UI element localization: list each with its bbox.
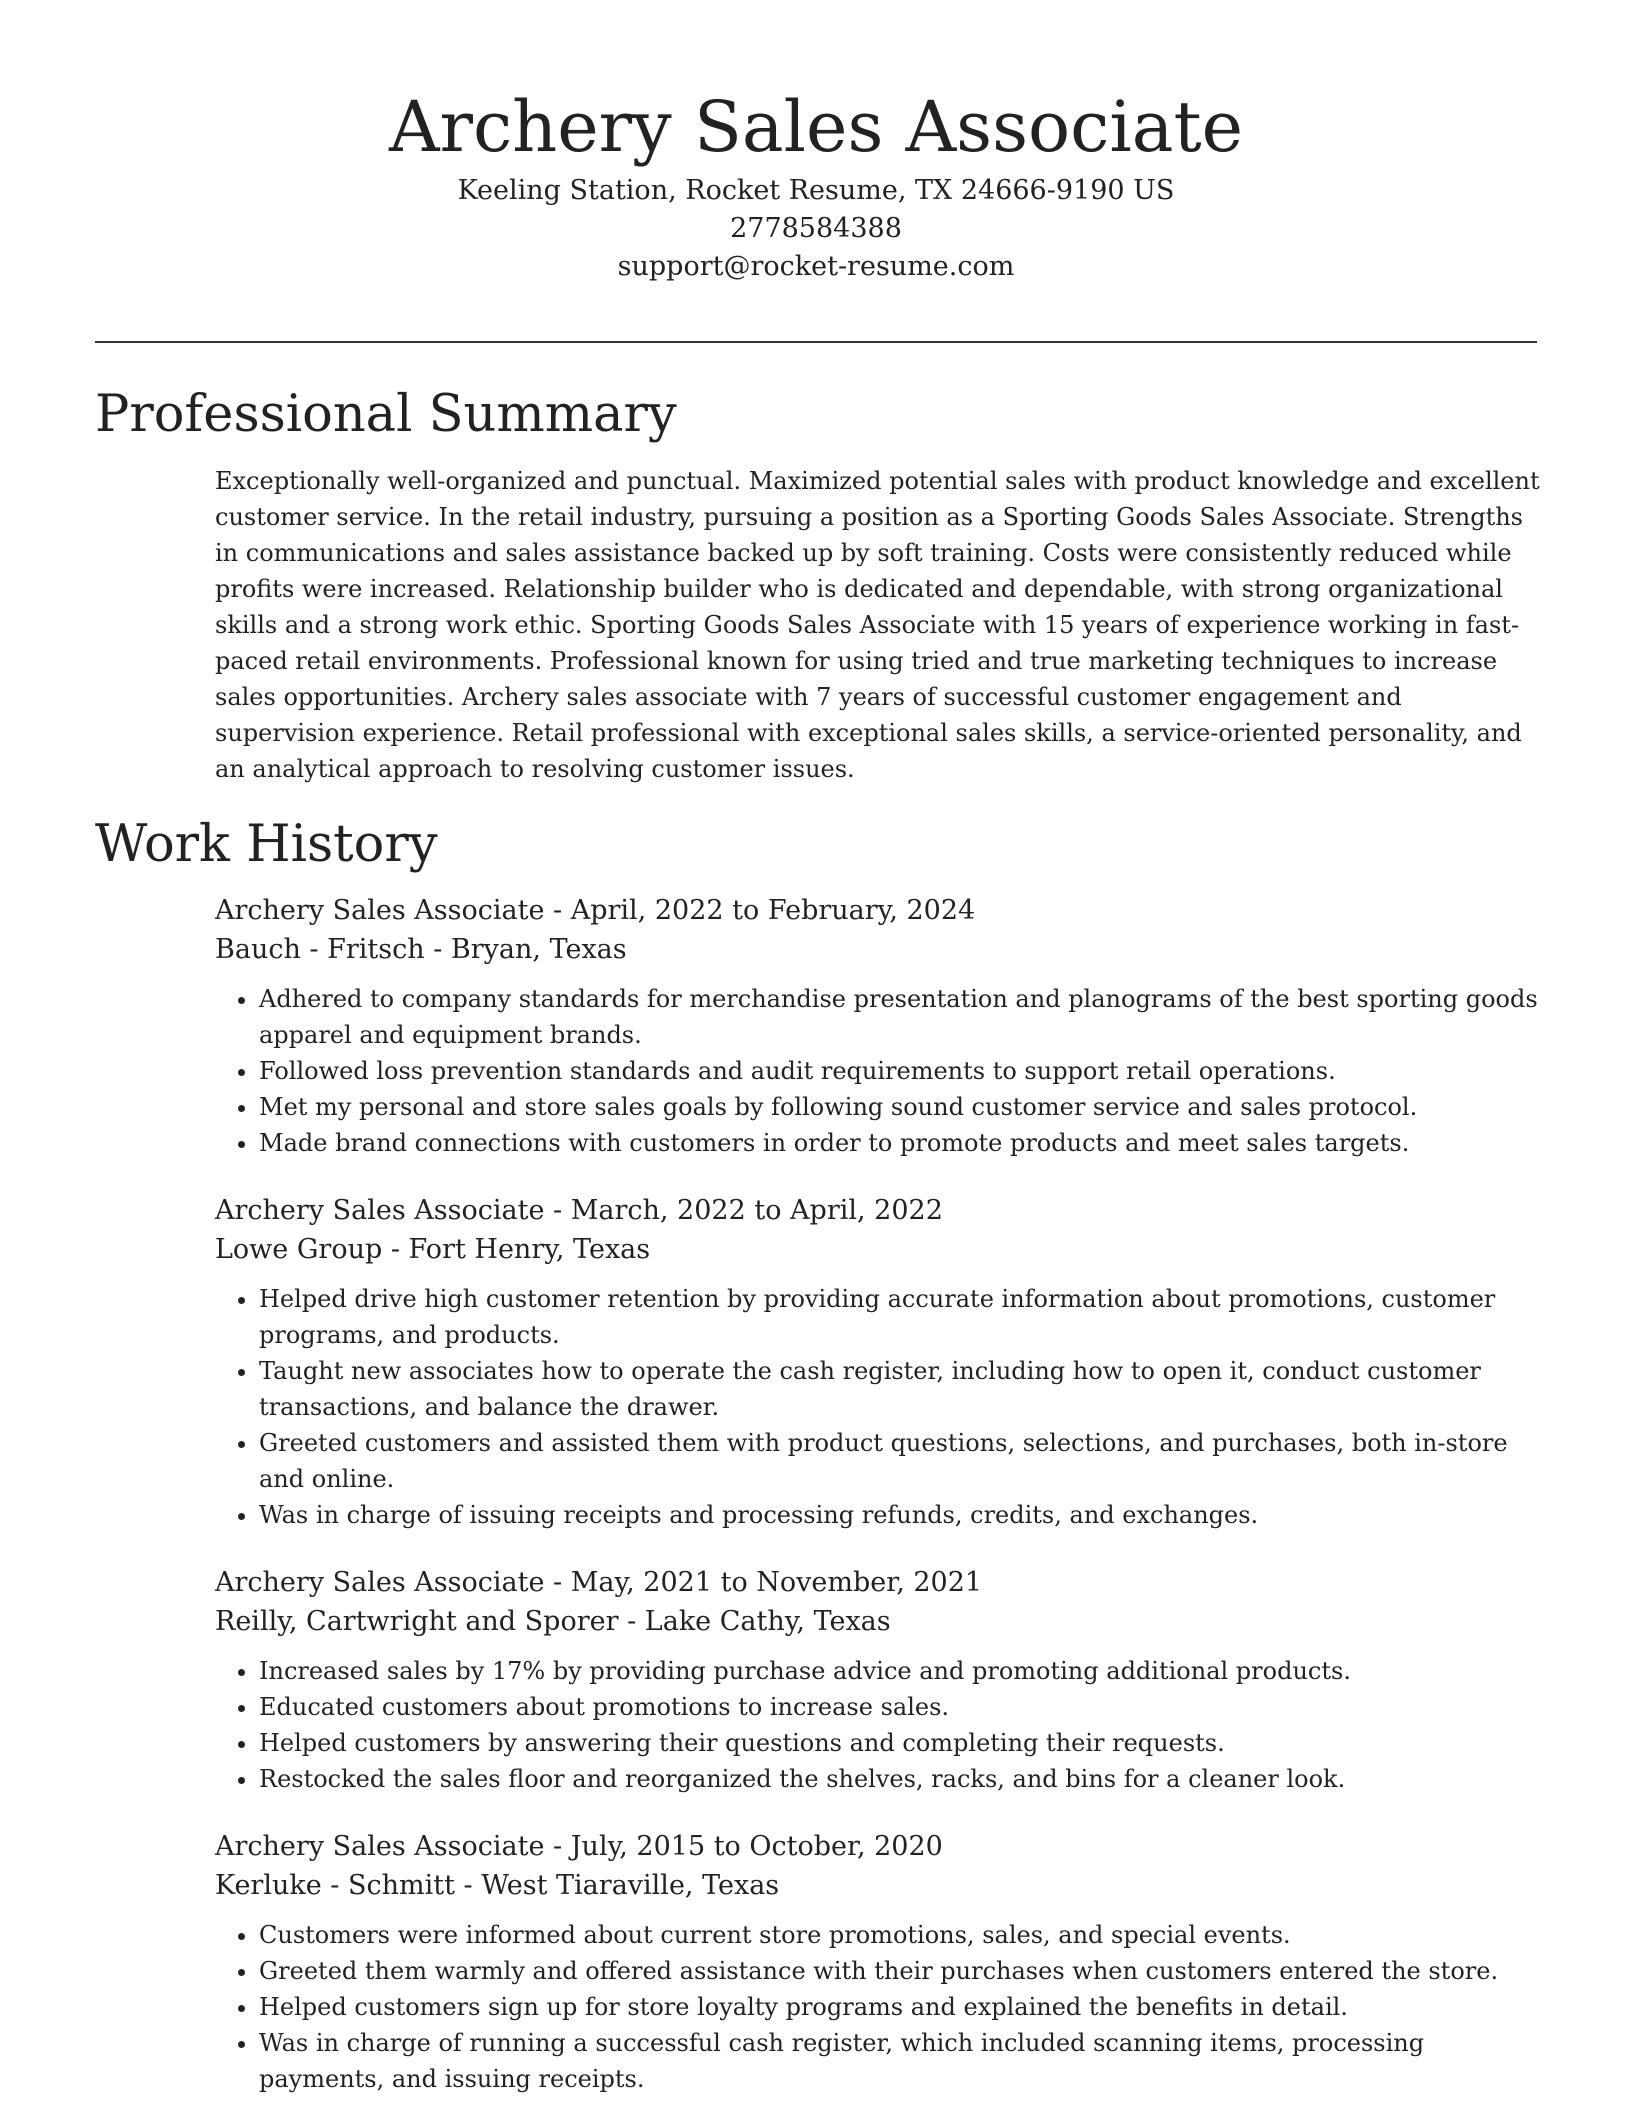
job-bullets (215, 1917, 1540, 2097)
job-role-line (215, 1563, 1540, 1602)
job-dates: - March, 2022 to April, 2022 (544, 1195, 943, 1226)
job-bullet: • Helped customers by answering their questions and completing their requests. (259, 1725, 1540, 1761)
job-bullet: • Was in charge of issuing receipts and processing refunds, credits, and exchanges. (259, 1497, 1540, 1533)
job-company: Kerluke - Schmitt (215, 1870, 455, 1901)
header-divider (95, 341, 1537, 343)
contact-phone: 2778584388 (730, 213, 902, 244)
job-role: Archery Sales Associate (215, 1195, 545, 1226)
job-bullet: • Helped drive high customer retention by providing accurate information about promotions, customer programs, and products. (259, 1281, 1540, 1353)
job-bullet: • Adhered to company standards for merchandise presentation and planograms of the best sporting goods apparel and equipment brands. (259, 981, 1540, 1053)
job-entry (215, 1827, 1540, 2097)
job-bullet: • Made brand connections with customers in order to promote products and meet sales targets. (259, 1125, 1540, 1161)
contact-block (0, 172, 1632, 286)
job-bullet: • Was in charge of running a successful cash register, which included scanning items, processing payments, and issuing receipts. (259, 2025, 1540, 2097)
job-bullets (215, 981, 1540, 1161)
job-dates: - May, 2021 to November, 2021 (544, 1567, 983, 1598)
job-company: Reilly, Cartwright and Sporer (215, 1606, 619, 1637)
job-role: Archery Sales Associate (215, 1831, 545, 1862)
job-bullets (215, 1653, 1540, 1797)
summary-heading: Professional Summary (95, 385, 677, 444)
job-bullet: • Restocked the sales floor and reorganized the shelves, racks, and bins for a cleaner look. (259, 1761, 1540, 1797)
candidate-title: Archery Sales Associate (388, 86, 1244, 168)
job-company: Bauch - Fritsch (215, 934, 425, 965)
job-entry (215, 1191, 1540, 1533)
job-role: Archery Sales Associate (215, 895, 545, 926)
job-role: Archery Sales Associate (215, 1567, 545, 1598)
job-company-line (215, 1866, 1540, 1905)
job-bullet: • Taught new associates how to operate the cash register, including how to open it, conduct customer transactions, and balance the drawer. (259, 1353, 1540, 1425)
job-bullets (215, 1281, 1540, 1533)
work-history-heading: Work History (95, 815, 438, 874)
job-role-line (215, 891, 1540, 930)
summary-paragraph: Exceptionally well-organized and punctual. Maximized potential sales with product knowledge and excellent customer service. In the retail industry, pursuing a position as a Sporting Goods Sales Associate. Strengths in communications and sales assistance backed up by soft training. Costs were consistently reduced while profits were increased. Relationship builder who is dedicated and dependable, with strong organizational skills and a strong work ethic. Sporting Goods Sales Associate with 15 years of experience working in fast-paced retail environments. Professional known for using tried and true marketing techniques to increase sales opportunities. Archery sales associate with 7 years of successful customer engagement and supervision experience. Retail professional with exceptional sales skills, a service-oriented personality, and an analytical approach to resolving customer issues. (215, 467, 1540, 783)
job-dates: - July, 2015 to October, 2020 (544, 1831, 943, 1862)
job-bullet: • Customers were informed about current store promotions, sales, and special events. (259, 1917, 1540, 1953)
job-bullet: • Helped customers sign up for store loyalty programs and explained the benefits in detail. (259, 1989, 1540, 2025)
job-bullet: • Met my personal and store sales goals by following sound customer service and sales protocol. (259, 1089, 1540, 1125)
job-role-line (215, 1191, 1540, 1230)
job-location: - Lake Cathy, Texas (618, 1606, 891, 1637)
job-company-line (215, 1602, 1540, 1641)
contact-address: Keeling Station, Rocket Resume, TX 24666-9190 US (457, 175, 1175, 206)
job-location: - West Tiaraville, Texas (454, 1870, 780, 1901)
resume-header (0, 0, 1632, 286)
job-bullet: • Increased sales by 17% by providing purchase advice and promoting additional products. (259, 1653, 1540, 1689)
job-entry (215, 1563, 1540, 1797)
job-dates: - April, 2022 to February, 2024 (544, 895, 976, 926)
job-location: - Fort Henry, Texas (382, 1234, 651, 1265)
job-location: - Bryan, Texas (424, 934, 627, 965)
contact-email: support@rocket-resume.com (617, 251, 1015, 282)
job-entry (215, 891, 1540, 1161)
job-company: Lowe Group (215, 1234, 383, 1265)
job-role-line (215, 1827, 1540, 1866)
job-bullet: • Followed loss prevention standards and audit requirements to support retail operations. (259, 1053, 1540, 1089)
job-company-line (215, 930, 1540, 969)
job-bullet: • Educated customers about promotions to increase sales. (259, 1689, 1540, 1725)
job-company-line (215, 1230, 1540, 1269)
job-bullet: • Greeted them warmly and offered assistance with their purchases when customers entered the store. (259, 1953, 1540, 1989)
job-bullet: • Greeted customers and assisted them with product questions, selections, and purchases, both in-store and online. (259, 1425, 1540, 1497)
work-history-list (215, 891, 1540, 2127)
